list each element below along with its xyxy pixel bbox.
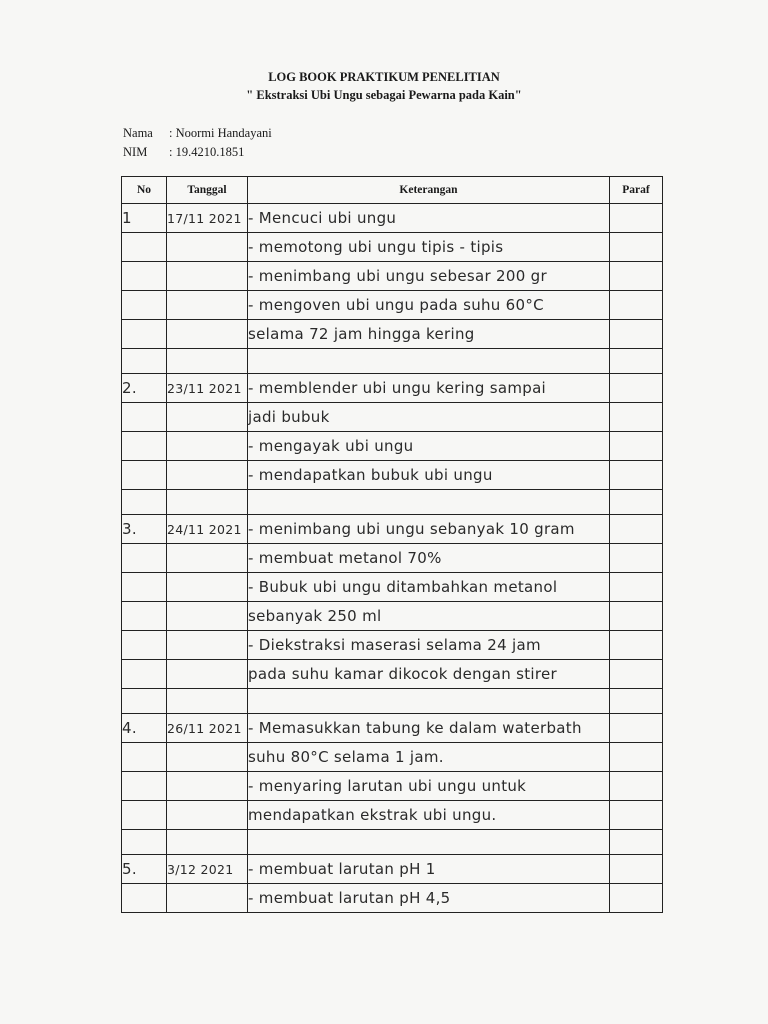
paraf-cell [610,660,663,689]
keterangan-cell: sebanyak 250 ml [248,602,610,631]
header-tanggal: Tanggal [167,177,248,204]
keterangan-cell: - mendapatkan bubuk ubi ungu [248,461,610,490]
keterangan-cell: - menimbang ubi ungu sebesar 200 gr [248,262,610,291]
table-body [122,204,663,913]
keterangan-cell: - mengayak ubi ungu [248,432,610,461]
name-line [123,126,272,141]
no-cell [122,602,167,631]
tanggal-cell [167,884,248,913]
paraf-cell [610,349,663,374]
paraf-cell [610,461,663,490]
keterangan-cell: jadi bubuk [248,403,610,432]
paraf-cell [610,772,663,801]
no-cell: 4. [122,714,167,743]
table-row [122,830,663,855]
table-row [122,602,663,631]
keterangan-cell: selama 72 jam hingga kering [248,320,610,349]
tanggal-cell [167,743,248,772]
table-row [122,262,663,291]
keterangan-cell: - Memasukkan tabung ke dalam waterbath [248,714,610,743]
paraf-cell [610,631,663,660]
table-row [122,801,663,830]
no-cell [122,320,167,349]
tanggal-cell [167,461,248,490]
tanggal-cell [167,660,248,689]
tanggal-cell [167,349,248,374]
paraf-cell [610,855,663,884]
tanggal-cell: 23/11 2021 [167,374,248,403]
keterangan-cell: suhu 80°C selama 1 jam. [248,743,610,772]
paraf-cell [610,884,663,913]
paraf-cell [610,403,663,432]
table-row [122,320,663,349]
tanggal-cell [167,233,248,262]
keterangan-cell: - menimbang ubi ungu sebanyak 10 gram [248,515,610,544]
logbook-title: LOG BOOK PRAKTIKUM PENELITIAN [268,70,500,84]
table-row [122,349,663,374]
tanggal-cell [167,689,248,714]
keterangan-cell [248,349,610,374]
table-row [122,544,663,573]
table-row [122,660,663,689]
no-cell: 5. [122,855,167,884]
table-row [122,631,663,660]
no-cell [122,631,167,660]
header-no: No [122,177,167,204]
paraf-cell [610,714,663,743]
keterangan-cell: mendapatkan ekstrak ubi ungu. [248,801,610,830]
paraf-cell [610,374,663,403]
paraf-cell [610,515,663,544]
paraf-cell [610,573,663,602]
paraf-cell [610,262,663,291]
keterangan-cell: - Diekstraksi maserasi selama 24 jam [248,631,610,660]
logbook-subtitle: " Ekstraksi Ubi Ungu sebagai Pewarna pada Kain" [246,88,522,102]
tanggal-cell [167,320,248,349]
keterangan-cell: - Mencuci ubi ungu [248,204,610,233]
keterangan-cell [248,830,610,855]
keterangan-cell: - mengoven ubi ungu pada suhu 60°C [248,291,610,320]
no-cell [122,233,167,262]
paraf-cell [610,689,663,714]
table-header-row [122,177,663,204]
keterangan-cell: - memotong ubi ungu tipis - tipis [248,233,610,262]
paraf-cell [610,490,663,515]
no-cell [122,349,167,374]
table-row [122,515,663,544]
paraf-cell [610,432,663,461]
tanggal-cell [167,544,248,573]
nim-label: NIM [123,145,148,159]
table-row [122,714,663,743]
keterangan-cell: - membuat larutan pH 4,5 [248,884,610,913]
name-label: Nama [123,126,153,140]
no-cell [122,660,167,689]
table-row [122,432,663,461]
tanggal-cell [167,490,248,515]
table-row [122,374,663,403]
table-row [122,461,663,490]
name-value: : Noormi Handayani [169,126,272,140]
no-cell [122,689,167,714]
table-row [122,291,663,320]
tanggal-cell [167,631,248,660]
keterangan-cell: - Bubuk ubi ungu ditambahkan metanol [248,573,610,602]
nim-value: : 19.4210.1851 [169,145,245,159]
paraf-cell [610,801,663,830]
no-cell [122,403,167,432]
table-row [122,204,663,233]
no-cell [122,291,167,320]
keterangan-cell: - memblender ubi ungu kering sampai [248,374,610,403]
no-cell [122,884,167,913]
table-row [122,689,663,714]
paraf-cell [610,544,663,573]
no-cell [122,262,167,291]
tanggal-cell [167,262,248,291]
paraf-cell [610,830,663,855]
paraf-cell [610,743,663,772]
no-cell [122,801,167,830]
no-cell [122,573,167,602]
table-row [122,490,663,515]
no-cell [122,461,167,490]
paraf-cell [610,602,663,631]
tanggal-cell: 24/11 2021 [167,515,248,544]
table-row [122,855,663,884]
tanggal-cell: 17/11 2021 [167,204,248,233]
tanggal-cell [167,772,248,801]
paraf-cell [610,204,663,233]
keterangan-cell: - membuat metanol 70% [248,544,610,573]
tanggal-cell [167,830,248,855]
no-cell [122,490,167,515]
no-cell [122,743,167,772]
table-row [122,403,663,432]
table-row [122,573,663,602]
table-row [122,743,663,772]
table-row [122,233,663,262]
paraf-cell [610,233,663,262]
keterangan-cell: - membuat larutan pH 1 [248,855,610,884]
keterangan-cell [248,689,610,714]
tanggal-cell [167,432,248,461]
no-cell: 1 [122,204,167,233]
no-cell: 2. [122,374,167,403]
no-cell: 3. [122,515,167,544]
no-cell [122,830,167,855]
keterangan-cell: - menyaring larutan ubi ungu untuk [248,772,610,801]
keterangan-cell: pada suhu kamar dikocok dengan stirer [248,660,610,689]
nim-line [123,145,244,160]
logbook-table [121,176,663,913]
tanggal-cell [167,801,248,830]
no-cell [122,772,167,801]
table-row [122,884,663,913]
tanggal-cell [167,573,248,602]
tanggal-cell: 26/11 2021 [167,714,248,743]
tanggal-cell: 3/12 2021 [167,855,248,884]
tanggal-cell [167,403,248,432]
no-cell [122,544,167,573]
no-cell [122,432,167,461]
paraf-cell [610,291,663,320]
header-keterangan: Keterangan [248,177,610,204]
table-row [122,772,663,801]
keterangan-cell [248,490,610,515]
tanggal-cell [167,602,248,631]
paraf-cell [610,320,663,349]
tanggal-cell [167,291,248,320]
header-paraf: Paraf [610,177,663,204]
